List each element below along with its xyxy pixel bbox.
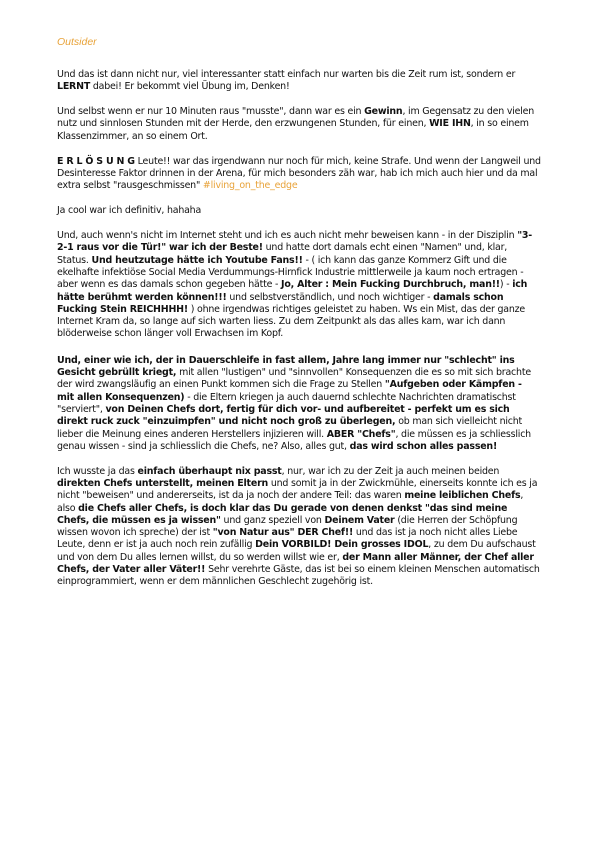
bold-text-run: E R L Ö S U N G xyxy=(57,155,135,167)
bold-text-run: direkten Chefs unterstellt, meinen Eltern xyxy=(57,477,269,489)
page-header-title: Outsider xyxy=(57,36,97,48)
paragraph xyxy=(57,230,541,341)
bold-text-run: von Deinen Chefs dort, fertig für dich vor- und aufbereitet - perfekt um es sich direkt ruck zuck "einzuimpfen" und nicht noch groß zu überlegen, xyxy=(57,403,510,428)
paragraph xyxy=(57,205,541,217)
paragraph xyxy=(57,355,541,453)
text-run: Ich wusste ja das xyxy=(57,465,138,477)
text-run: und hatte dort damals echt einen "Namen" und, klar, Status. xyxy=(57,242,508,266)
text-run: - ( ich kann das ganze Kommerz Gift und die ekelhafte infektiöse Social Media Verdummungs-Hirnfick Industrie mittlerweile ja kaum noch ertragen - aber wenn es das damals schon gegeben hätte - xyxy=(57,254,524,291)
text-run: dabei! Er bekommt viel Übung im, Denken! xyxy=(90,81,290,93)
bold-text-run: LERNT xyxy=(57,81,91,93)
bold-text-run: ich hätte berühmt werden können!!! xyxy=(57,279,528,303)
text-run: und ganz speziell von xyxy=(220,514,325,526)
text-run: Ja cool war ich definitiv, hahaha xyxy=(57,205,202,217)
text-run: , im Gegensatz zu den vielen nutz und sinnlosen Stunden mit der Herde, den erzwungenen Stunden, für einen, xyxy=(57,106,535,130)
bold-text-run: Dein VORBILD! Dein grosses IDOL xyxy=(255,539,429,551)
text-run: , die müssen es ja schliesslich genau wissen - sind ja schliesslich die Chefs, ne? Also, alles gut, xyxy=(57,428,531,452)
text-run: ob man sich vielleicht nicht lieber die Meinung eines anderen Herstellers injizieren will. xyxy=(57,416,523,440)
text-run: , in so einem Klassenzimmer, an so einem Ort. xyxy=(57,118,529,142)
text-run: Und das ist dann nicht nur, viel interessanter statt einfach nur warten bis die Zeit rum ist, sondern er xyxy=(57,69,516,80)
text-run: und das ist ja noch nicht alles Liebe Leute, denn er ist ja auch noch rein zufällig xyxy=(57,527,518,551)
bold-text-run: WIE IHN xyxy=(429,118,471,130)
hashtag-text: #living_on_the_edge xyxy=(202,180,298,192)
text-run: (die Herren der Schöpfung wissen wovon ich spreche) der ist xyxy=(57,514,518,539)
text-run: , zu dem Du aufschaust und von dem Du alles lernen willst, du so werden willst wie er, xyxy=(57,539,536,563)
text-run: , nur, war ich zu der Zeit ja auch meinen beiden xyxy=(281,465,500,477)
bold-text-run: einfach überhaupt nix passt xyxy=(137,465,282,477)
text-run: , also xyxy=(57,490,524,514)
bold-text-run: Deinem Vater xyxy=(324,514,395,526)
bold-text-run: die Chefs aller Chefs, is doch klar das Du gerade von denen denkst "das sind meine Chefs, die müssen es ja wissen" xyxy=(57,502,508,526)
paragraph xyxy=(57,106,541,143)
bold-text-run: "3-2-1 raus vor die Tür!" war ich der Beste! xyxy=(57,230,533,254)
bold-text-run: ABER "Chefs" xyxy=(326,428,396,440)
bold-text-run: damals schon Fucking Stein REICHHHH! xyxy=(57,291,504,315)
text-run: und somit ja in der Zwickmühle, einerseits konnte ich es ja nicht "beweisen" und andererseits, ist da ja noch der andere Teil: das waren xyxy=(57,477,538,502)
paragraph xyxy=(57,156,541,193)
bold-text-run: das wird schon alles passen! xyxy=(349,440,498,452)
text-run: und selbstverständlich, und noch wichtiger - xyxy=(226,291,434,303)
bold-text-run: "von Natur aus" DER Chef!! xyxy=(212,527,354,539)
text-run: ) - xyxy=(499,279,513,291)
bold-text-run: Jo, Alter : Mein Fucking Durchbruch, man!! xyxy=(281,279,500,291)
text-run: Sehr verehrte Gäste, das ist bei so einem kleinen Menschen automatisch einprogrammiert, wenn er dem männlichen Geschlecht zugehörig ist. xyxy=(57,564,540,588)
text-run: ) ohne irgendwas richtiges geleistet zu haben. Ws ein Mist, das der ganze Internet Kram da, so lange auf sich warten liess. Zu dem Zeitpunkt als das alles kam, war ich dann blöderweise schon länger voll Erwachsen im Kopf. xyxy=(57,303,525,340)
paragraph xyxy=(57,69,541,94)
paragraph xyxy=(57,466,541,589)
bold-text-run: "Aufgeben oder Kämpfen - mit allen Konsequenzen) xyxy=(57,379,522,403)
bold-text-run: der Mann aller Männer, der Chef aller Chefs, der Vater aller Väter!! xyxy=(57,551,534,576)
text-run: - die Eltern kriegen ja auch dauernd schlechte Nachrichten dramatischst "serviert", xyxy=(57,391,516,415)
bold-text-run: meine leiblichen Chefs xyxy=(404,490,521,502)
text-run: Und selbst wenn er nur 10 Minuten raus "musste", dann war es ein xyxy=(57,106,365,118)
bold-text-run: Und, einer wie ich, der in Dauerschleife in fast allem, Jahre lang immer nur "schlecht" ins Gesicht gebrüllt kriegt, xyxy=(57,354,515,379)
text-run: Leute!! war das irgendwann nur noch für mich, keine Strafe. Und wenn der Langweil und Desinteresse Faktor drinnen in der Arena, für mich besonders zäh war, hab ich mich auch hier und da mal extra selbst "rausgeschmissen" xyxy=(57,155,541,192)
text-run: mit allen "lustigen" und "sinnvollen" Konsequenzen die es so mit sich brachte der wird zwangsläufig an einen Punkt kommen sich die Frage zu Stellen xyxy=(57,367,531,391)
bold-text-run: Und heutzutage hätte ich Youtube Fans!! xyxy=(91,254,303,266)
document-body xyxy=(57,69,541,601)
text-run: Und, auch wenn's nicht im Internet steht und ich es auch nicht mehr beweisen kann - in der Disziplin xyxy=(57,230,518,242)
bold-text-run: Gewinn xyxy=(364,106,403,118)
